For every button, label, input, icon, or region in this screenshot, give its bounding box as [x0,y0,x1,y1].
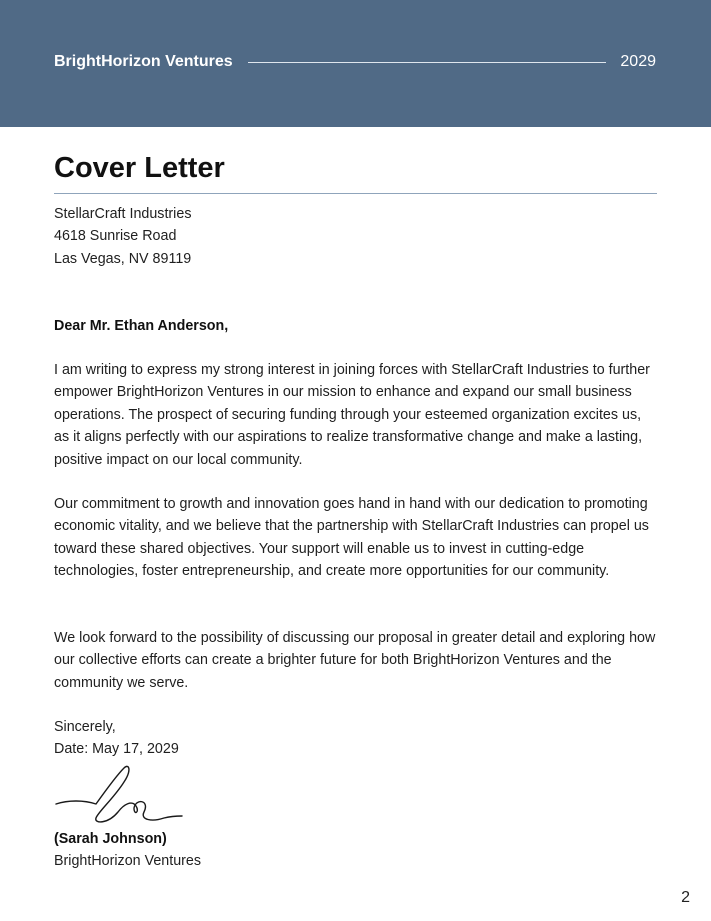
page-number: 2 [681,889,690,906]
page-title: Cover Letter [54,152,225,184]
letter-date: Date: May 17, 2029 [54,741,179,758]
closing [54,716,657,761]
salutation: Dear Mr. Ethan Anderson, [54,318,229,334]
recipient-address [54,203,657,270]
recipient-company: StellarCraft Industries [54,206,192,222]
signer-name: (Sarah Johnson) [54,831,167,847]
header-year: 2029 [620,53,656,70]
body-paragraph-2: Our commitment to growth and innovation goes hand in hand with our dedication to promoting economic vitality, and we believe that the partnership with StellarCraft Industries can propel us toward these shared objectives. Your support will enable us to invest in cutting-edge technologies, foster entrepreneurship, and create more opportunities for our community. [54,496,649,580]
brand-name: BrightHorizon Ventures [54,53,233,70]
body-paragraph-3: We look forward to the possibility of discussing our proposal in greater detail and exploring how our collective efforts can create a brighter future for both BrightHorizon Ventures and the community we serve. [54,630,656,691]
body-paragraph-1: I am writing to express my strong interest in joining forces with StellarCraft Industries to further empower BrightHorizon Ventures in our mission to enhance and expand our small business operations. The prospect of securing funding through your esteemed organization excites us, as it aligns perfectly with our aspirations to realize transformative change and make a lasting, positive impact on our local community. [54,362,650,468]
signer-organization: BrightHorizon Ventures [54,853,202,869]
header-divider [248,62,606,63]
handwritten-signature [54,760,184,826]
recipient-street: 4618 Sunrise Road [54,228,177,245]
title-divider [54,193,657,194]
header-band [0,0,711,127]
recipient-city: Las Vegas, NV 89119 [54,250,192,267]
valediction: Sincerely, [54,719,116,735]
